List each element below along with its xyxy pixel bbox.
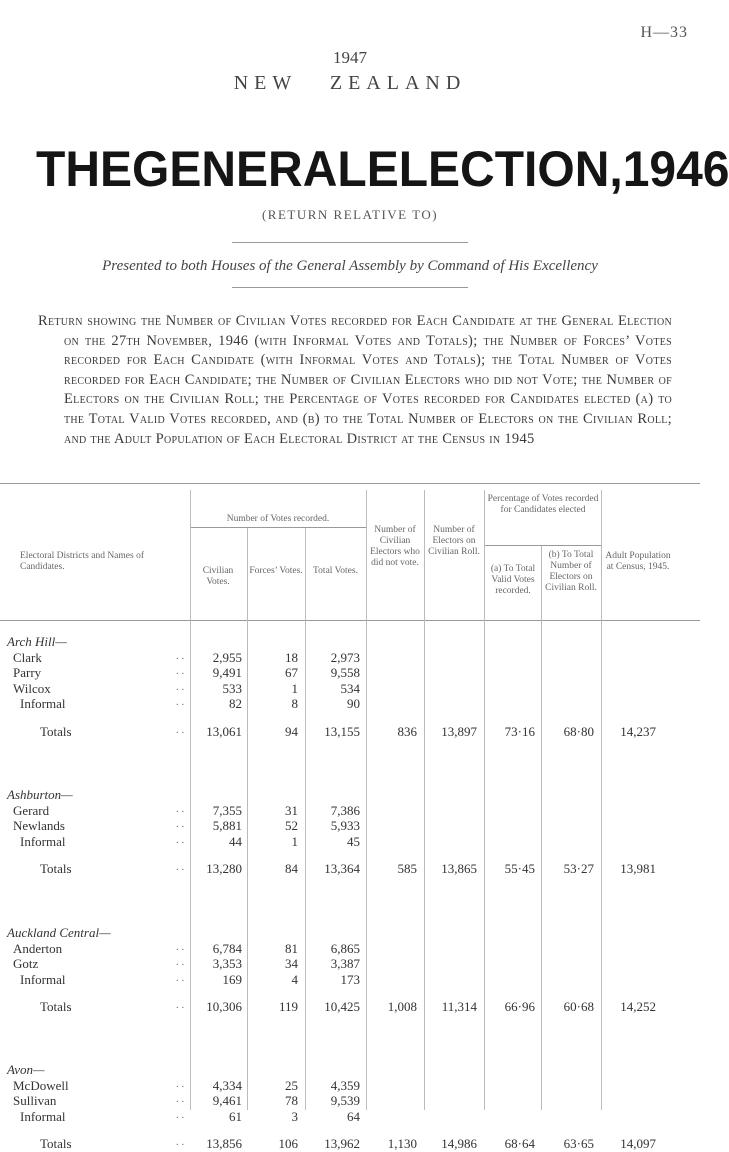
pct-group-rule bbox=[484, 545, 601, 546]
candidate-name: Clark bbox=[13, 649, 42, 665]
totals-label: Totals bbox=[40, 999, 72, 1015]
candidate-name: Parry bbox=[13, 665, 42, 681]
candidate-name: Newlands bbox=[13, 818, 65, 834]
vote-cell-tot: 3,387 bbox=[330, 956, 360, 972]
header-pct-a: (a) To Total Valid Votes recorded. bbox=[490, 564, 536, 596]
leader-dots: . . bbox=[176, 724, 185, 736]
header-total: Total Votes. bbox=[313, 566, 358, 576]
totals-cell-for: 94 bbox=[285, 724, 298, 739]
header-pct-b: (b) To Total Number of Electors on Civilian Roll. bbox=[545, 550, 597, 593]
leader-dots: . . bbox=[176, 999, 185, 1012]
country-word-1: NEW bbox=[233, 72, 297, 94]
header-forces: Forces’ Votes. bbox=[249, 566, 303, 576]
totals-cell-roll: 14,986 bbox=[441, 1136, 477, 1152]
vote-cell-for: 4 bbox=[291, 971, 298, 987]
vote-cell-civ: 82 bbox=[229, 696, 242, 712]
vote-cell-for: 52 bbox=[285, 818, 298, 834]
vote-cell-tot: 6,865 bbox=[330, 940, 360, 956]
totals-label: Totals bbox=[40, 724, 72, 739]
divider bbox=[232, 287, 468, 288]
country-word-2: ZEALAND bbox=[329, 72, 467, 94]
vote-cell-civ: 169 bbox=[222, 971, 242, 987]
totals-cell-b: 53·27 bbox=[563, 861, 594, 877]
presented-line: Presented to both Houses of the General Assembly by Command of His Excellency bbox=[102, 258, 598, 274]
candidate-name: Informal bbox=[20, 1108, 66, 1124]
vote-cell-civ: 7,355 bbox=[212, 802, 242, 818]
vote-cell-for: 25 bbox=[285, 1077, 298, 1093]
totals-cell-roll: 13,865 bbox=[441, 861, 477, 877]
vote-cell-tot: 7,386 bbox=[330, 802, 360, 818]
header-districts: Electoral Districts and Names of Candidates. bbox=[20, 551, 144, 572]
vote-cell-civ: 61 bbox=[229, 1108, 242, 1124]
totals-cell-b: 63·65 bbox=[563, 1136, 594, 1152]
vote-cell-civ: 6,784 bbox=[212, 940, 242, 956]
totals-cell-tot: 13,364 bbox=[324, 861, 360, 877]
vote-cell-for: 78 bbox=[285, 1093, 298, 1109]
totals-cell-for: 84 bbox=[285, 861, 298, 877]
vote-cell-for: 31 bbox=[285, 802, 298, 818]
title-word-3: ELECTION, bbox=[366, 141, 623, 198]
vote-cell-civ: 4,334 bbox=[212, 1077, 242, 1093]
totals-cell-civ: 10,306 bbox=[206, 999, 242, 1015]
totals-cell-for: 119 bbox=[278, 999, 298, 1015]
candidate-name: Informal bbox=[20, 833, 66, 849]
leader-dots: . . bbox=[176, 665, 185, 678]
totals-cell-pop: 14,252 bbox=[620, 999, 656, 1015]
votes-group-rule bbox=[190, 527, 366, 528]
table-top-rule bbox=[0, 483, 700, 484]
district-name: Ashburton— bbox=[7, 787, 73, 802]
leader-dots: . . bbox=[176, 696, 185, 709]
totals-cell-nv: 585 bbox=[397, 861, 417, 877]
totals-label: Totals bbox=[40, 1136, 72, 1152]
vote-cell-for: 81 bbox=[285, 940, 298, 956]
totals-cell-nv: 836 bbox=[397, 724, 417, 739]
totals-cell-b: 68·80 bbox=[563, 724, 594, 739]
vote-cell-for: 67 bbox=[285, 665, 298, 681]
vote-cell-civ: 5,881 bbox=[212, 818, 242, 834]
totals-cell-pop: 14,237 bbox=[620, 724, 656, 739]
vote-cell-civ: 3,353 bbox=[212, 956, 242, 972]
header-votes-group: Number of Votes recorded. bbox=[226, 514, 330, 524]
vote-cell-for: 1 bbox=[291, 680, 298, 696]
leader-dots: . . bbox=[176, 833, 185, 846]
totals-cell-nv: 1,130 bbox=[387, 1136, 417, 1152]
title-word-1: THE bbox=[36, 141, 132, 198]
column-divider bbox=[484, 490, 485, 1110]
totals-cell-roll: 13,897 bbox=[441, 724, 477, 739]
candidate-name: Anderton bbox=[13, 940, 63, 956]
candidate-name: Informal bbox=[20, 971, 66, 987]
leader-dots: . . bbox=[176, 680, 185, 693]
page-reference: H—33 bbox=[640, 24, 688, 41]
vote-cell-tot: 5,933 bbox=[330, 818, 360, 834]
header-not-vote: Number of Civilian Electors who did not vote. bbox=[370, 525, 420, 568]
divider bbox=[232, 242, 468, 243]
candidate-name: Informal bbox=[20, 696, 66, 712]
totals-cell-tot: 10,425 bbox=[324, 999, 360, 1015]
leader-dots: . . bbox=[176, 1077, 185, 1090]
leader-dots: . . bbox=[176, 818, 185, 831]
district-name: Auckland Central— bbox=[7, 925, 111, 940]
totals-cell-civ: 13,061 bbox=[206, 724, 242, 739]
leader-dots: . . bbox=[176, 956, 185, 969]
totals-cell-pop: 13,981 bbox=[620, 861, 656, 877]
vote-cell-for: 34 bbox=[285, 956, 298, 972]
totals-cell-roll: 11,314 bbox=[441, 999, 477, 1015]
totals-cell-tot: 13,962 bbox=[324, 1136, 360, 1152]
vote-cell-tot: 2,973 bbox=[330, 649, 360, 665]
leader-dots: . . bbox=[176, 1108, 185, 1121]
vote-cell-civ: 44 bbox=[229, 833, 242, 849]
leader-dots: . . bbox=[176, 971, 185, 984]
leader-dots: . . bbox=[176, 940, 185, 953]
leader-dots: . . bbox=[176, 1136, 185, 1149]
district-name: Avon— bbox=[7, 1062, 45, 1077]
vote-cell-tot: 90 bbox=[347, 696, 360, 712]
vote-cell-civ: 533 bbox=[222, 680, 242, 696]
totals-cell-civ: 13,280 bbox=[206, 861, 242, 877]
document-subtitle: (RETURN RELATIVE TO) bbox=[261, 207, 439, 222]
document-year: 1947 bbox=[333, 48, 367, 67]
totals-label: Totals bbox=[40, 861, 72, 877]
title-word-2: GENERAL bbox=[132, 141, 367, 198]
vote-cell-tot: 9,558 bbox=[330, 665, 360, 681]
column-divider bbox=[190, 490, 191, 1110]
table-header-rule bbox=[0, 620, 700, 621]
district-name: Arch Hill— bbox=[7, 634, 67, 649]
header-pct-group: Percentage of Votes recorded for Candidates elected bbox=[487, 494, 599, 515]
totals-cell-nv: 1,008 bbox=[387, 999, 417, 1015]
candidate-name: Gotz bbox=[13, 956, 39, 972]
leader-dots: . . bbox=[176, 861, 185, 874]
totals-cell-a: 55·45 bbox=[504, 861, 535, 877]
vote-cell-tot: 64 bbox=[347, 1108, 360, 1124]
vote-cell-civ: 9,461 bbox=[212, 1093, 242, 1109]
totals-cell-civ: 13,856 bbox=[206, 1136, 242, 1152]
return-description bbox=[38, 312, 672, 449]
column-divider bbox=[541, 546, 542, 1110]
totals-cell-a: 66·96 bbox=[504, 999, 535, 1015]
leader-dots: . . bbox=[176, 1093, 185, 1106]
header-population: Adult Population at Census, 1945. bbox=[605, 551, 671, 572]
column-divider bbox=[424, 490, 425, 1110]
vote-cell-for: 3 bbox=[291, 1108, 298, 1124]
return-text: Return showing the Number of Civilian Votes recorded for Each Candidate at the General Election on the 27th November, 1946 (with Informal Votes and Totals); the Number of Forces’ Votes recorded for Each Candidate (with Informal Votes and Totals); the Total Number of Votes recorded for Each Candidate; the Number of Civilian Electors who did not Vote; the Number of Electors on the Civilian Roll; the Percentage of Votes recorded for Candidates elected (a) to the Total Valid Votes recorded, and (b) to the Total Number of Electors on the Civilian Roll; and the Adult Population of Each Electoral District at the Census in 1945 bbox=[38, 313, 672, 447]
vote-cell-tot: 173 bbox=[340, 971, 360, 987]
country-heading bbox=[0, 72, 700, 95]
vote-cell-for: 8 bbox=[291, 696, 298, 712]
title-word-4: 1946 bbox=[622, 141, 729, 198]
vote-cell-tot: 4,359 bbox=[330, 1077, 360, 1093]
vote-cell-for: 18 bbox=[285, 649, 298, 665]
column-divider bbox=[366, 490, 367, 1110]
column-divider bbox=[601, 490, 602, 1110]
vote-cell-tot: 534 bbox=[340, 680, 360, 696]
candidate-name: Wilcox bbox=[13, 680, 51, 696]
header-on-roll: Number of Electors on Civilian Roll. bbox=[428, 525, 480, 557]
totals-cell-tot: 13,155 bbox=[324, 724, 360, 739]
leader-dots: . . bbox=[176, 802, 185, 815]
candidate-name: Gerard bbox=[13, 802, 50, 818]
vote-cell-for: 1 bbox=[291, 833, 298, 849]
vote-cell-civ: 9,491 bbox=[212, 665, 242, 681]
candidate-name: McDowell bbox=[13, 1077, 69, 1093]
document-title bbox=[36, 141, 729, 200]
leader-dots: . . bbox=[176, 649, 185, 662]
header-civilian: Civilian Votes. bbox=[202, 566, 234, 587]
vote-cell-tot: 9,539 bbox=[330, 1093, 360, 1109]
candidate-name: Sullivan bbox=[13, 1093, 57, 1109]
totals-cell-a: 73·16 bbox=[504, 724, 535, 739]
totals-cell-pop: 14,097 bbox=[620, 1136, 656, 1152]
totals-cell-for: 106 bbox=[278, 1136, 298, 1152]
vote-cell-tot: 45 bbox=[347, 833, 360, 849]
totals-cell-a: 68·64 bbox=[504, 1136, 535, 1152]
totals-cell-b: 60·68 bbox=[563, 999, 594, 1015]
vote-cell-civ: 2,955 bbox=[212, 649, 242, 665]
